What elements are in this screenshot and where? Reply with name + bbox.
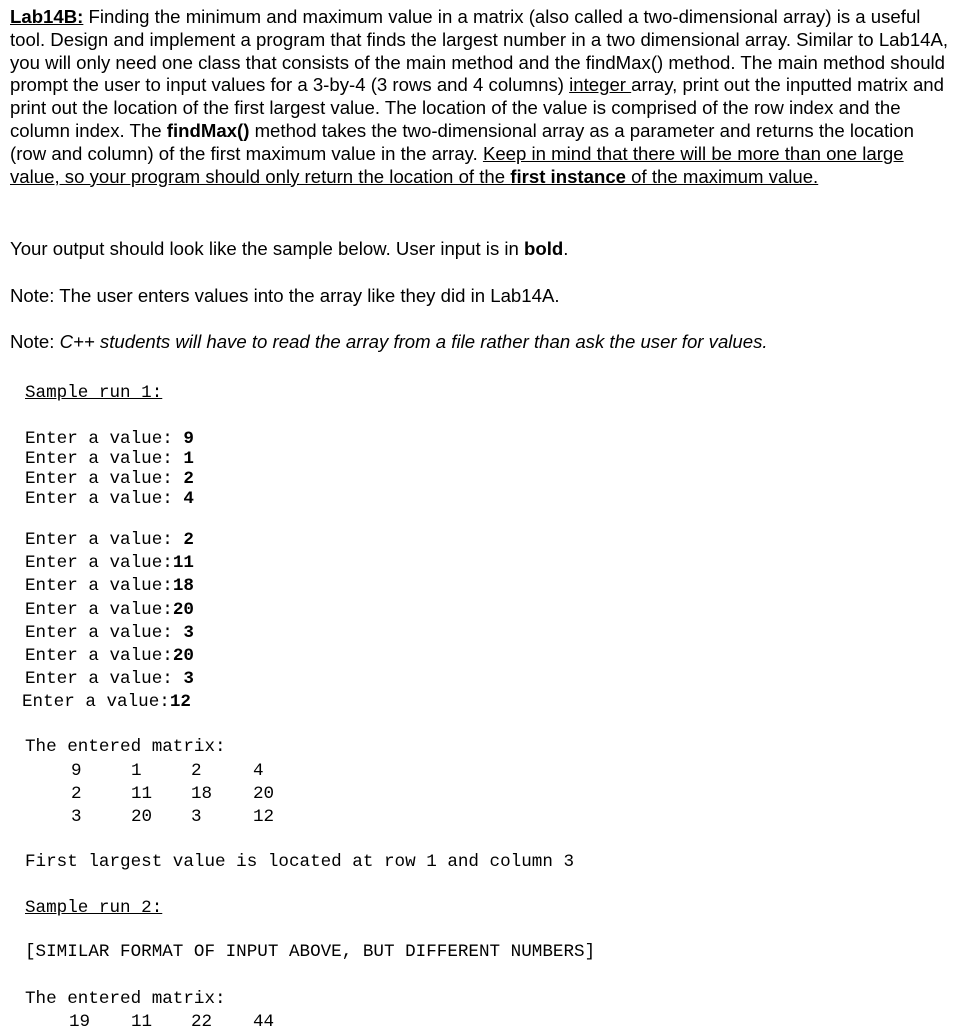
first-instance-term: first instance — [510, 165, 626, 187]
output-instruction: Your output should look like the sample below. User input is in bold. — [10, 238, 569, 259]
sample-1-matrix — [0, 760, 400, 829]
matrix-row — [0, 760, 400, 783]
matrix-cell: 11 — [131, 784, 153, 804]
matrix-cell: 4 — [253, 761, 264, 781]
sample-1-input-group-1: Enter a value: 9 Enter a value: 1 Enter a value: 2 Enter a value: 4 — [25, 429, 194, 509]
matrix-cell: 22 — [191, 1012, 213, 1032]
intro-text-3: method takes the two-dimensional array as a parameter and returns the location (row and column) of the first maximum value in the array. — [10, 119, 914, 164]
matrix-cell: 12 — [253, 807, 275, 827]
keep-in-mind-2: of the maximum value. — [626, 165, 819, 187]
findmax-term: findMax() — [166, 119, 250, 141]
sample-1-result: First largest value is located at row 1 and column 3 — [25, 852, 575, 872]
matrix-cell: 3 — [191, 807, 202, 827]
lab-title: Lab14B: — [10, 6, 84, 27]
matrix-cell: 2 — [71, 784, 82, 804]
integer-word: integer — [569, 74, 632, 96]
sample-1-input-group-2: Enter a value: 2 Enter a value:11 Enter a value:18 Enter a value:20 Enter a value: 3 Enter a value:20 Enter a value: 3 Enter a value:12 — [22, 530, 194, 713]
sample-2-placeholder: [SIMILAR FORMAT OF INPUT ABOVE, BUT DIFFERENT NUMBERS] — [25, 942, 596, 962]
note-2: Note: C++ students will have to read the array from a file rather than ask the user for values. — [10, 331, 768, 352]
intro-text-2: array, print out the inputted matrix and print out the location of the first largest value. The location of the value is comprised of the row index and the column index. The — [10, 74, 944, 141]
matrix-cell: 44 — [253, 1012, 275, 1032]
matrix-cell: 2 — [191, 761, 202, 781]
sample-2-matrix-label: The entered matrix: — [25, 989, 226, 1009]
matrix-cell: 18 — [191, 784, 213, 804]
sample-2-matrix — [0, 1011, 400, 1034]
intro-text-1: Finding the minimum and maximum value in a matrix (also called a two-dimensional array) is a useful tool. Design and implement a program that finds the largest number in a two dimensional array. Similar to Lab14A, you will only need one class that consists of the main method and the findMax() method. The main method should prompt the user to input values for a 3-by-4 (3 rows and 4 columns) — [10, 6, 949, 96]
matrix-cell: 20 — [253, 784, 275, 804]
matrix-row — [0, 1011, 400, 1034]
matrix-cell: 19 — [69, 1012, 91, 1032]
matrix-row — [0, 806, 400, 829]
matrix-row — [0, 783, 400, 806]
matrix-cell: 3 — [71, 807, 82, 827]
keep-in-mind-1: Keep in mind that there will be more than one large value, so your program should only return the location of the — [10, 142, 904, 187]
sample-run-2-heading: Sample run 2: — [25, 898, 163, 918]
intro-paragraph — [10, 6, 950, 188]
sample-1-matrix-label: The entered matrix: — [25, 737, 226, 757]
sample-run-1-heading: Sample run 1: — [25, 383, 163, 403]
note-1: Note: The user enters values into the array like they did in Lab14A. — [10, 285, 560, 306]
matrix-cell: 11 — [131, 1012, 153, 1032]
assignment-description — [10, 6, 950, 188]
matrix-cell: 1 — [131, 761, 142, 781]
matrix-cell: 9 — [71, 761, 82, 781]
matrix-cell: 20 — [131, 807, 153, 827]
